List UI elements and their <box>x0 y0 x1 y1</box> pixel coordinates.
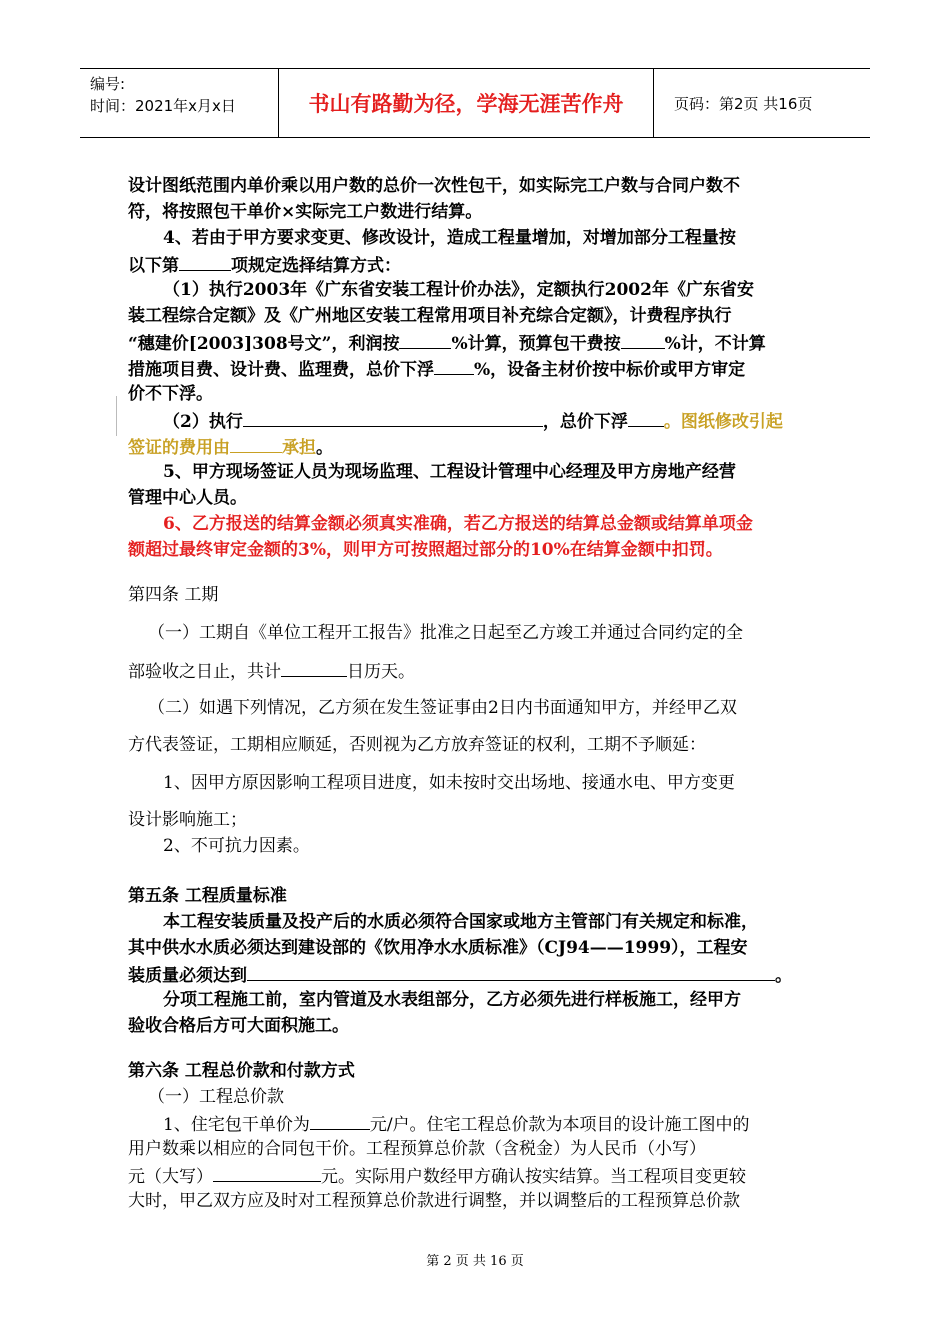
page-info: 页码：第2页 共16页 <box>674 94 813 113</box>
text-line: （二）如遇下列情况，乙方须在发生签证事由2日内书面通知甲方，并经甲乙双 <box>148 698 737 718</box>
text-line: 4、若由于甲方要求变更、修改设计，造成工程量增加，对增加部分工程量按 <box>163 228 736 248</box>
code-label: 编号: <box>90 75 126 93</box>
text-line: 其中供水水质必须达到建设部的《饮用净水水质标准》（CJ94——1999），工程安 <box>128 938 748 958</box>
text-line: 分项工程施工前，室内管道及水表组部分，乙方必须先进行样板施工，经甲方 <box>163 990 741 1010</box>
text-line: 价不下浮。 <box>128 384 213 404</box>
text-line: （2）执行 ，总价下浮 。图纸修改引起 <box>163 409 783 433</box>
text-line: 方代表签证，工期相应顺延，否则视为乙方放弃签证的权利，工期不予顺延： <box>128 735 706 755</box>
text-line: 装工程综合定额》及《广州地区安装工程常用项目补充综合定额》，计费程序执行 <box>128 306 732 326</box>
text-line: 大时，甲乙双方应及时对工程预算总价款进行调整，并以调整后的工程预算总价款 <box>128 1191 740 1211</box>
text-line: 验收合格后方可大面积施工。 <box>128 1016 349 1036</box>
section-title: 第四条 工期 <box>128 585 219 605</box>
motto: 书山有路勤为径，学海无涯苦作舟 <box>279 69 654 137</box>
page-footer: 第 2 页 共 16 页 <box>426 1254 524 1269</box>
revision-mark <box>116 396 117 436</box>
text-line: 措施项目费、设计费、监理费，总价下浮 %，设备主材价按中标价或甲方审定 <box>128 357 745 381</box>
text-line: 本工程安装质量及投产后的水质必须符合国家或地方主管部门有关规定和标准， <box>163 912 758 932</box>
text-line: （1）执行2003年《广东省安装工程计价办法》，定额执行2002年《广东省安 <box>163 280 754 300</box>
text-line: 管理中心人员。 <box>128 488 247 508</box>
text-line: 签证的费用由 承担。 <box>128 435 333 459</box>
text-line: 设计影响施工； <box>128 810 247 830</box>
text-line: 用户数乘以相应的合同包干价。工程预算总价款（含税金）为人民币（小写） <box>128 1139 706 1159</box>
text-line: 5、甲方现场签证人员为现场监理、工程设计管理中心经理及甲方房地产经营 <box>163 462 736 482</box>
text-line: 额超过最终审定金额的3%，则甲方可按照超过部分的10%在结算金额中扣罚。 <box>128 540 723 560</box>
text-line: （一）工程总价款 <box>148 1087 284 1107</box>
text-line: 6、乙方报送的结算金额必须真实准确，若乙方报送的结算总金额或结算单项金 <box>163 514 753 534</box>
text-line: 1、住宅包干单价为 元/户。住宅工程总价款为本项目的设计施工图中的 <box>163 1112 750 1136</box>
section-title: 第五条 工程质量标准 <box>128 886 287 906</box>
text-line: 设计图纸范围内单价乘以用户数的总价一次性包干，如实际完工户数与合同户数不 <box>128 176 740 196</box>
section-title: 第六条 工程总价款和付款方式 <box>128 1061 355 1081</box>
text-line: （一）工期自《单位工程开工报告》批准之日起至乙方竣工并通过合同约定的全 <box>148 623 743 643</box>
text-line: 符，将按照包干单价×实际完工户数进行结算。 <box>128 202 483 222</box>
text-line: 以下第 项规定选择结算方式： <box>128 253 401 277</box>
text-line: 1、因甲方原因影响工程项目进度，如未按时交出场地、接通水电、甲方变更 <box>163 773 735 793</box>
text-line: 装质量必须达到 。 <box>128 963 792 987</box>
header-table <box>80 68 870 138</box>
text-line: 2、不可抗力因素。 <box>163 836 310 856</box>
header-info-cell <box>80 69 279 137</box>
text-line: 元（大写） 元。实际用户数经甲方确认按实结算。当工程项目变更较 <box>128 1164 746 1188</box>
time-label: 时间：2021年x月x日 <box>90 97 236 115</box>
text-line: 部验收之日止，共计 日历天。 <box>128 659 415 683</box>
text-line: “穗建价[2003]308号文”，利润按 %计算，预算包干费按 %计，不计算 <box>128 331 766 355</box>
